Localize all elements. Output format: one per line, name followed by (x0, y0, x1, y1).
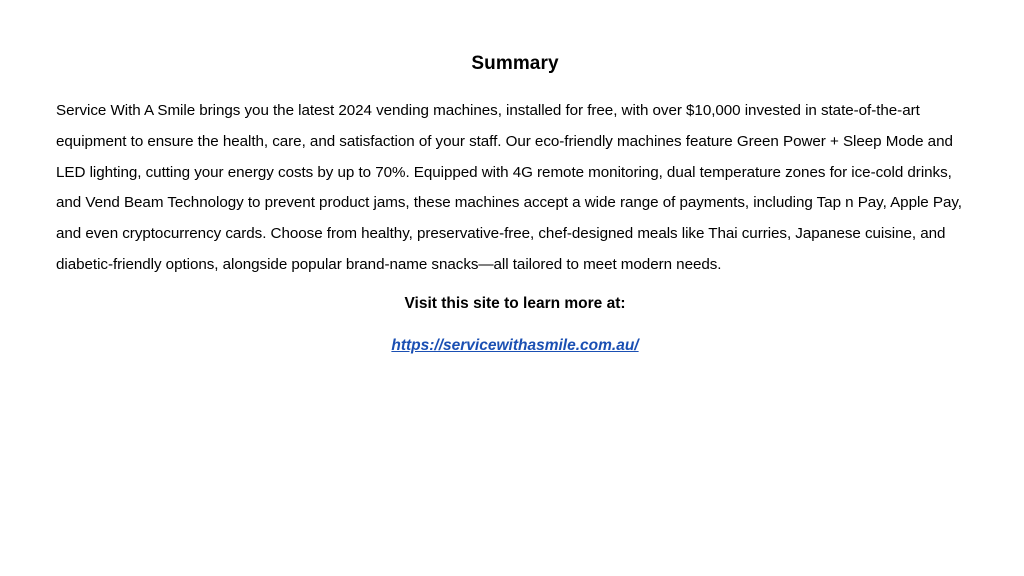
page-title: Summary (471, 53, 559, 74)
website-link[interactable]: https://servicewithasmile.com.au/ (391, 337, 639, 354)
website-link-container (0, 335, 1024, 357)
visit-label: Visit this site to learn more at: (404, 295, 626, 312)
summary-paragraph: Service With A Smile brings you the latest 2024 vending machines, installed for free, with over $10,000 invested in state-of-the-art equipment to ensure the health, care, and satisfaction of your staff. Our eco-friendly machines feature Green Power + Sleep Mode and LED lighting, cutting your energy costs by up to 70%. Equipped with 4G remote monitoring, dual temperature zones for ice-cold drinks, and Vend Beam Technology to prevent product jams, these machines accept a wide range of payments, including Tap n Pay, Apple Pay, and even cryptocurrency cards. Choose from healthy, preservative-free, chef-designed meals like Thai curries, Japanese cuisine, and diabetic-friendly options, alongside popular brand-name snacks—all tailored to meet modern needs. (56, 102, 962, 273)
